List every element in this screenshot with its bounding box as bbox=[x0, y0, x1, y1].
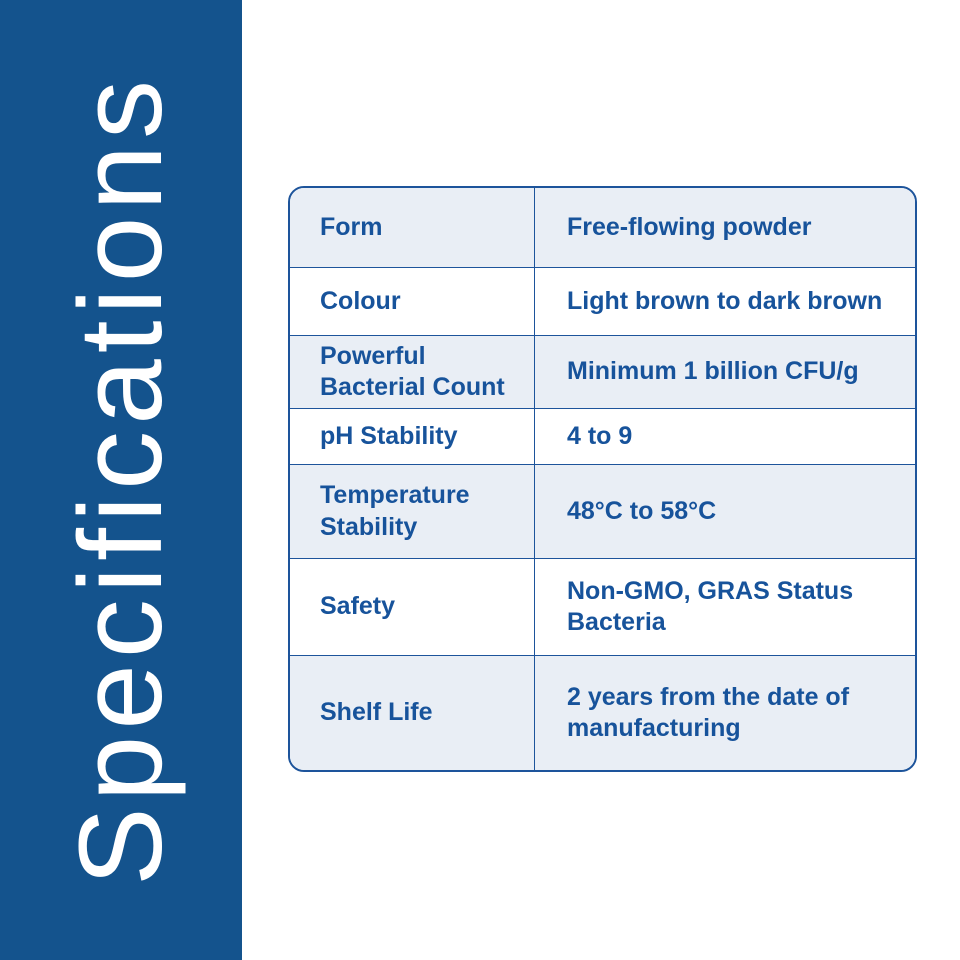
row-value: Non-GMO, GRAS Status Bacteria bbox=[534, 559, 915, 655]
row-value: Light brown to dark brown bbox=[534, 268, 915, 335]
row-value: 4 to 9 bbox=[534, 409, 915, 464]
row-value: Free-flowing powder bbox=[534, 188, 915, 267]
row-value: 48°C to 58°C bbox=[534, 465, 915, 558]
table-row-temperature-stability bbox=[290, 464, 915, 558]
specifications-banner bbox=[0, 0, 242, 960]
row-label: Shelf Life bbox=[320, 698, 433, 727]
table-row-form bbox=[290, 188, 915, 267]
row-label: Safety bbox=[320, 592, 396, 621]
table-row-safety bbox=[290, 558, 915, 655]
table-row-ph-stability bbox=[290, 408, 915, 464]
row-label: pH Stability bbox=[320, 421, 458, 450]
table-row-bacterial-count bbox=[290, 335, 915, 408]
table-row-shelf-life bbox=[290, 655, 915, 770]
specifications-table bbox=[288, 186, 917, 772]
banner-title: Specifications bbox=[55, 73, 187, 887]
row-label: Form bbox=[320, 212, 383, 241]
row-value: 2 years from the date of manufacturing bbox=[534, 656, 915, 770]
row-label: Temperature Stability bbox=[320, 481, 470, 541]
row-label: Colour bbox=[320, 286, 401, 315]
row-label: Powerful Bacterial Count bbox=[320, 341, 505, 401]
table-row-colour bbox=[290, 267, 915, 335]
row-value: Minimum 1 billion CFU/g bbox=[534, 336, 915, 408]
